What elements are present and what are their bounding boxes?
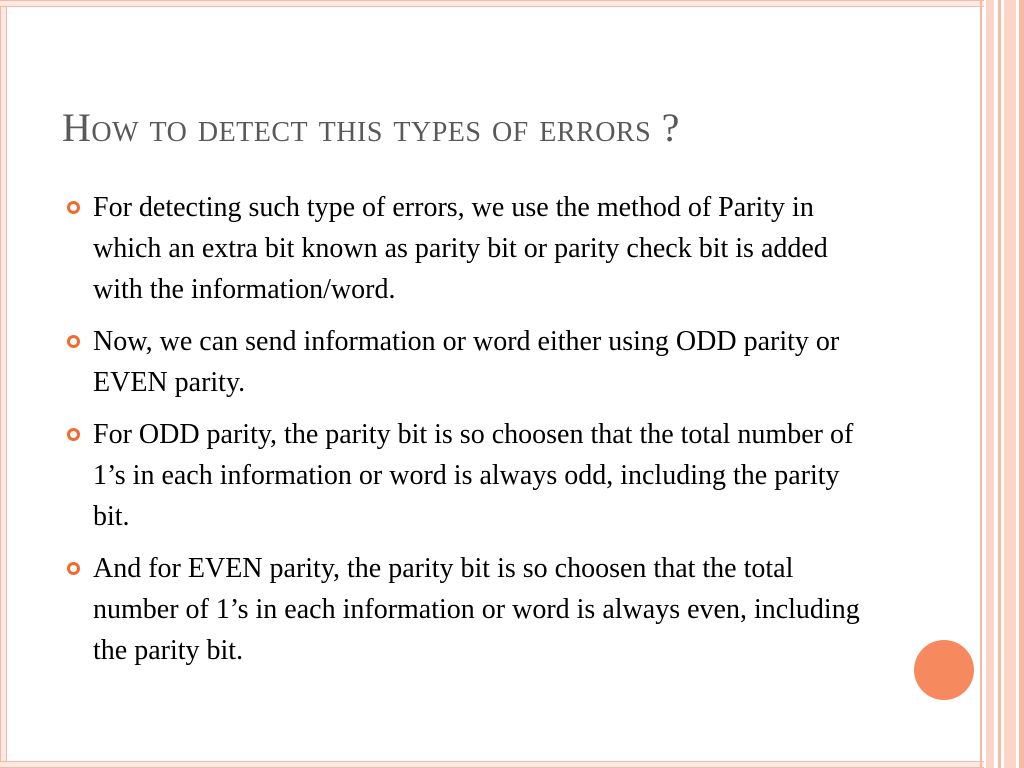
ring-bullet-icon xyxy=(67,335,80,348)
bullet-item xyxy=(62,414,882,537)
decor-bar xyxy=(980,0,982,768)
bullet-text: For ODD parity, the parity bit is so choosen that the total number of 1’s in each information or word is always odd, including the parity bit. xyxy=(93,419,854,532)
left-frame-border xyxy=(0,0,7,768)
bullet-text: Now, we can send information or word either using ODD parity or EVEN parity. xyxy=(93,326,840,398)
right-decorative-bars xyxy=(980,0,1024,768)
decor-bar xyxy=(1004,0,1016,768)
bottom-frame-border xyxy=(0,761,984,768)
decor-bar xyxy=(998,0,1001,768)
ring-bullet-icon xyxy=(67,428,80,441)
decor-bar xyxy=(1019,0,1024,768)
bullet-item xyxy=(62,321,882,403)
bullet-item xyxy=(62,187,882,310)
ring-bullet-icon xyxy=(67,562,80,575)
top-frame-border xyxy=(0,0,984,7)
bullet-text: And for EVEN parity, the parity bit is so choosen that the total number of 1’s in each information or word is always even, including the parity bit. xyxy=(93,553,860,666)
bullet-item xyxy=(62,548,882,671)
ring-bullet-icon xyxy=(67,201,80,214)
bullet-text: For detecting such type of errors, we use the method of Parity in which an extra bit known as parity bit or parity check bit is added with the information/word. xyxy=(93,192,828,305)
bullet-list xyxy=(62,187,882,682)
slide-title: How to detect this types of errors ? xyxy=(62,105,680,150)
decor-bar xyxy=(986,0,994,768)
orange-circle-icon xyxy=(914,640,974,700)
